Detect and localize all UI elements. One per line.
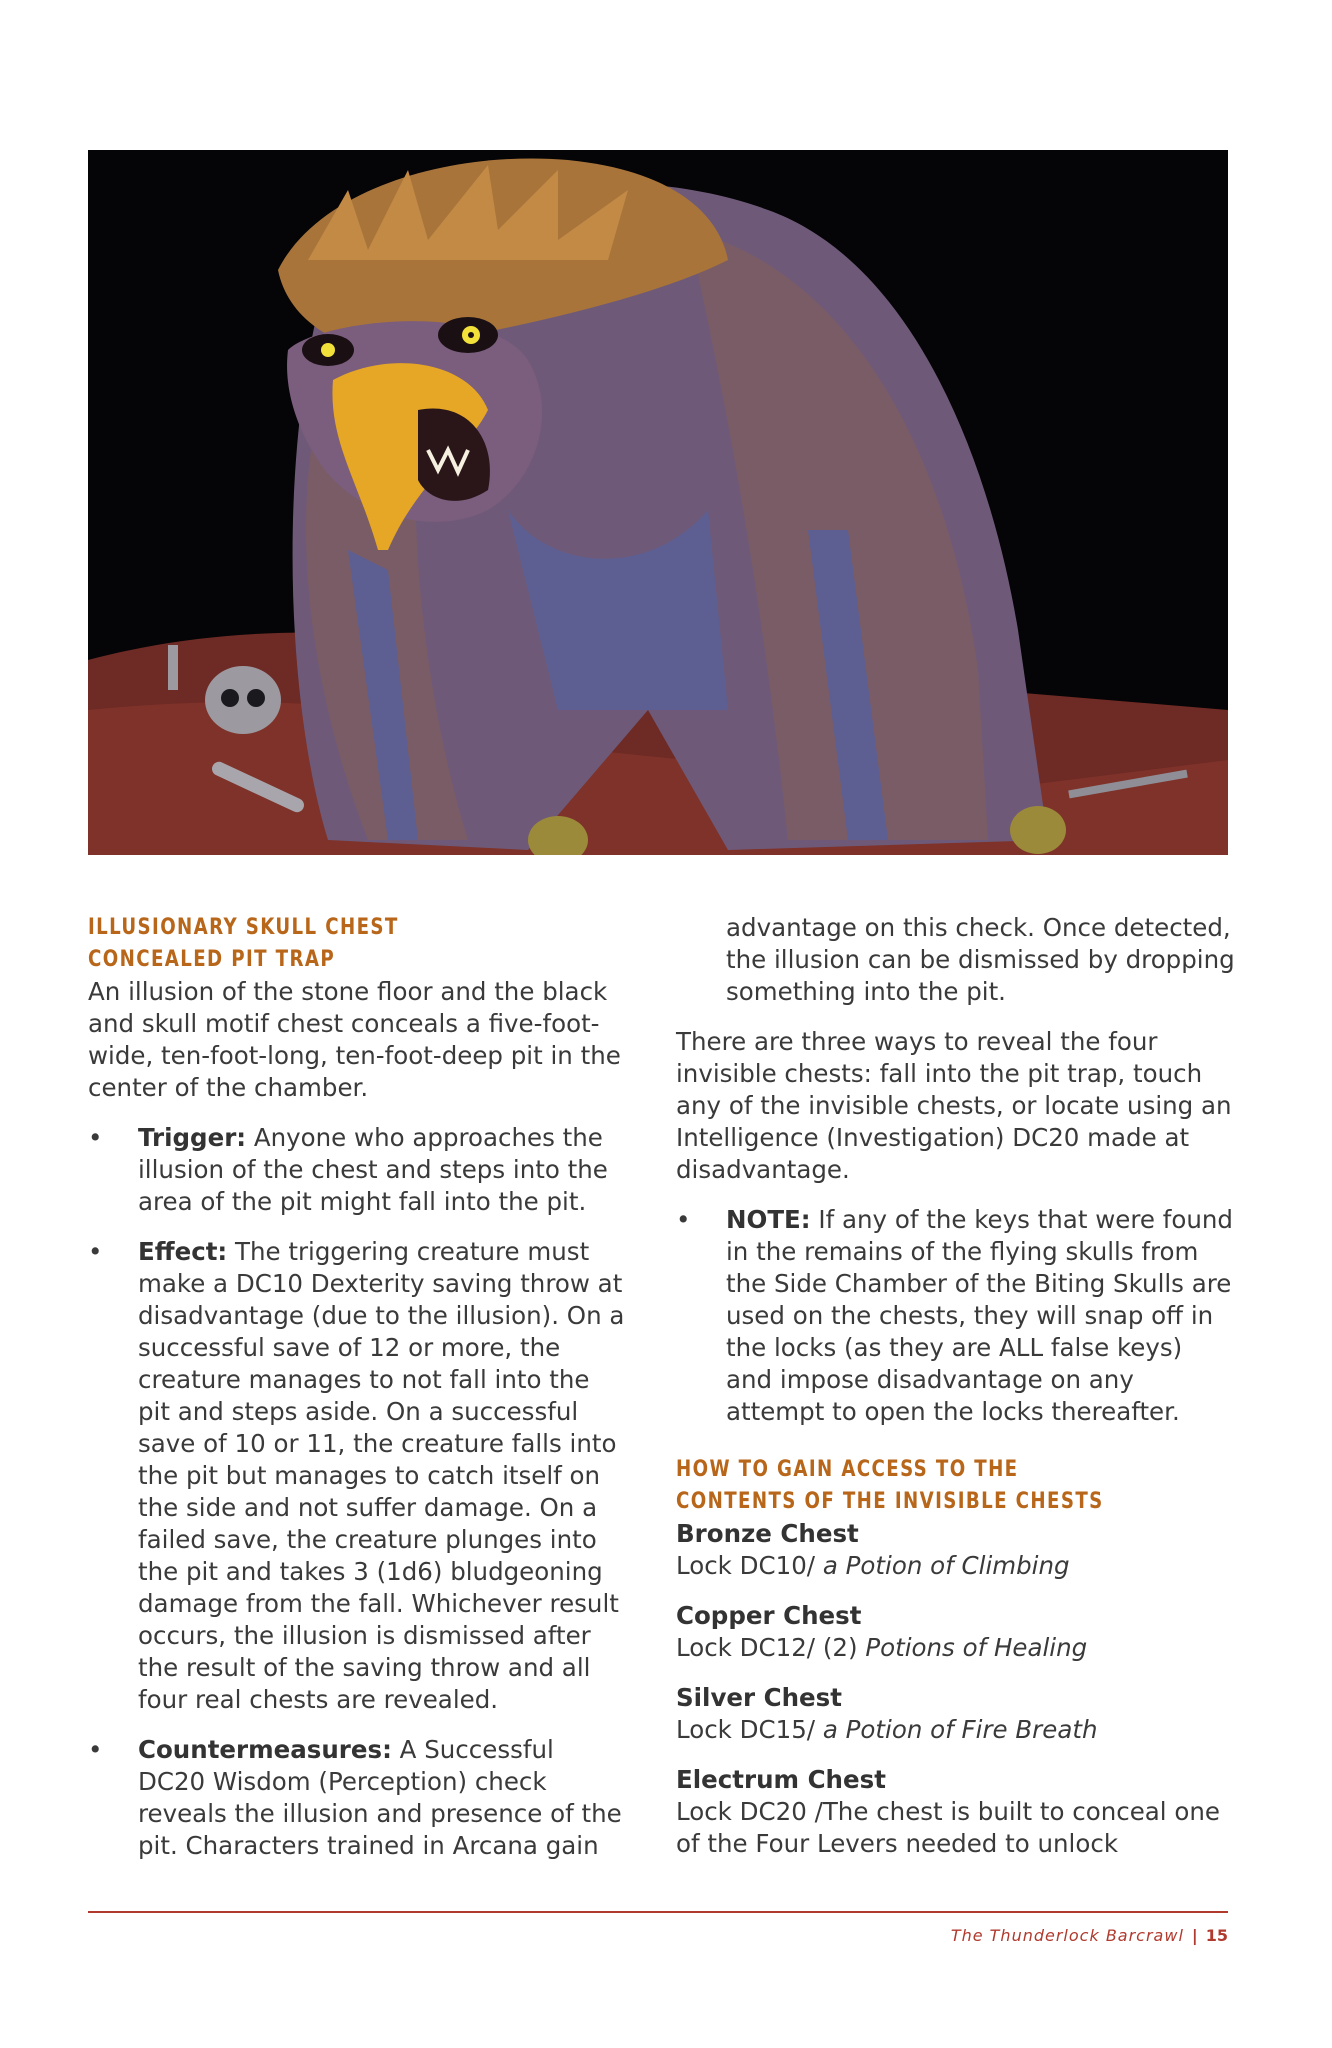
footer-separator: | (1191, 1926, 1198, 1945)
chest-lock: Lock DC12/ (2) (676, 1633, 866, 1662)
chest-reward: a Potion of Fire Breath (822, 1715, 1098, 1744)
bullet-icon: • (88, 1735, 103, 1764)
trap-details-list (88, 1122, 628, 1862)
list-item-note (676, 1204, 1236, 1428)
chest-lock-line (676, 1714, 1236, 1746)
list-item-countermeasures (88, 1734, 628, 1862)
note-list (676, 1204, 1236, 1428)
chest-bronze (676, 1518, 1236, 1582)
heading-line: ILLUSIONARY SKULL CHEST (88, 915, 399, 940)
chest-silver (676, 1682, 1236, 1746)
chest-electrum (676, 1764, 1236, 1860)
item-label: Trigger: (138, 1123, 247, 1152)
chest-title: Bronze Chest (676, 1519, 859, 1548)
chest-title: Electrum Chest (676, 1765, 886, 1794)
list-item-effect (88, 1236, 628, 1716)
chest-lock: Lock DC20 /The chest is built to conceal one of the Four Levers needed to unlock (676, 1797, 1220, 1858)
right-column (676, 912, 1236, 1878)
chest-title: Copper Chest (676, 1601, 862, 1630)
heading-line: HOW TO GAIN ACCESS TO THE (676, 1457, 1019, 1482)
chest-lock: Lock DC15/ (676, 1715, 823, 1744)
section-heading-pit-trap (88, 912, 585, 976)
chest-lock: Lock DC10/ (676, 1551, 823, 1580)
bullet-icon: • (676, 1205, 691, 1234)
bullet-icon: • (88, 1123, 103, 1152)
item-text: The triggering creature must make a DC10 Dexterity saving throw at disadvantage (due to the illusion). On a successful save of 12 or more, the creature manages to not fall into the pit and steps aside. On a successful save of 10 or 11, the creature falls into the pit but manages to catch itself on the side and not suffer damage. On a failed save, the creature plunges into the pit and takes 3 (1d6) bludgeoning damage from the fall. Whichever result occurs, the illusion is dismissed after the result of the saving throw and all four real chests are revealed. (138, 1237, 625, 1714)
intro-paragraph: An illusion of the stone floor and the black and skull motif chest conceals a five-foot-wide, ten-foot-long, ten-foot-deep pit in the center of the chamber. (88, 977, 621, 1102)
chest-lock-line (676, 1632, 1236, 1664)
chest-reward: Potions of Healing (865, 1633, 1088, 1662)
heading-line: CONCEALED PIT TRAP (88, 947, 336, 972)
chest-lock-line (676, 1796, 1236, 1860)
page-footer (951, 1926, 1228, 1945)
book-title: The Thunderlock Barcrawl (950, 1926, 1184, 1945)
illustration (88, 150, 1228, 855)
chest-copper (676, 1600, 1236, 1664)
item-label: Countermeasures: (138, 1735, 392, 1764)
page-number: 15 (1205, 1926, 1228, 1945)
footer-divider (88, 1911, 1228, 1913)
section-heading-invisible-chests (676, 1454, 1191, 1518)
item-label: NOTE: (726, 1205, 811, 1234)
creature-artwork (88, 150, 1228, 855)
left-column (88, 912, 628, 1880)
item-text: A Successful DC20 Wisdom (Perception) check reveals the illusion and presence of the pit. Characters trained in Arcana gain (138, 1735, 622, 1860)
item-label: Effect: (138, 1237, 228, 1266)
heading-line: CONTENTS OF THE INVISIBLE CHESTS (676, 1489, 1104, 1514)
chest-lock-line (676, 1550, 1236, 1582)
item-text: If any of the keys that were found in the remains of the flying skulls from the Side Chamber of the Biting Skulls are used on the chests, they will snap off in the locks (as they are ALL false keys) and impose disadvantage on any attempt to open the locks thereafter. (726, 1205, 1233, 1426)
chest-title: Silver Chest (676, 1683, 842, 1712)
chest-reward: a Potion of Climbing (822, 1551, 1070, 1580)
item-text: Anyone who approaches the illusion of the chest and steps into the area of the pit might fall into the pit. (138, 1123, 608, 1216)
reveal-paragraph: There are three ways to reveal the four invisible chests: fall into the pit trap, touch any of the invisible chests, or locate using an Intelligence (Investigation) DC20 made at disadvantage. (676, 1027, 1232, 1184)
bullet-icon: • (88, 1237, 103, 1266)
list-item-trigger (88, 1122, 628, 1218)
countermeasures-continuation: advantage on this check. Once detected, the illusion can be dismissed by dropping something into the pit. (726, 913, 1235, 1006)
